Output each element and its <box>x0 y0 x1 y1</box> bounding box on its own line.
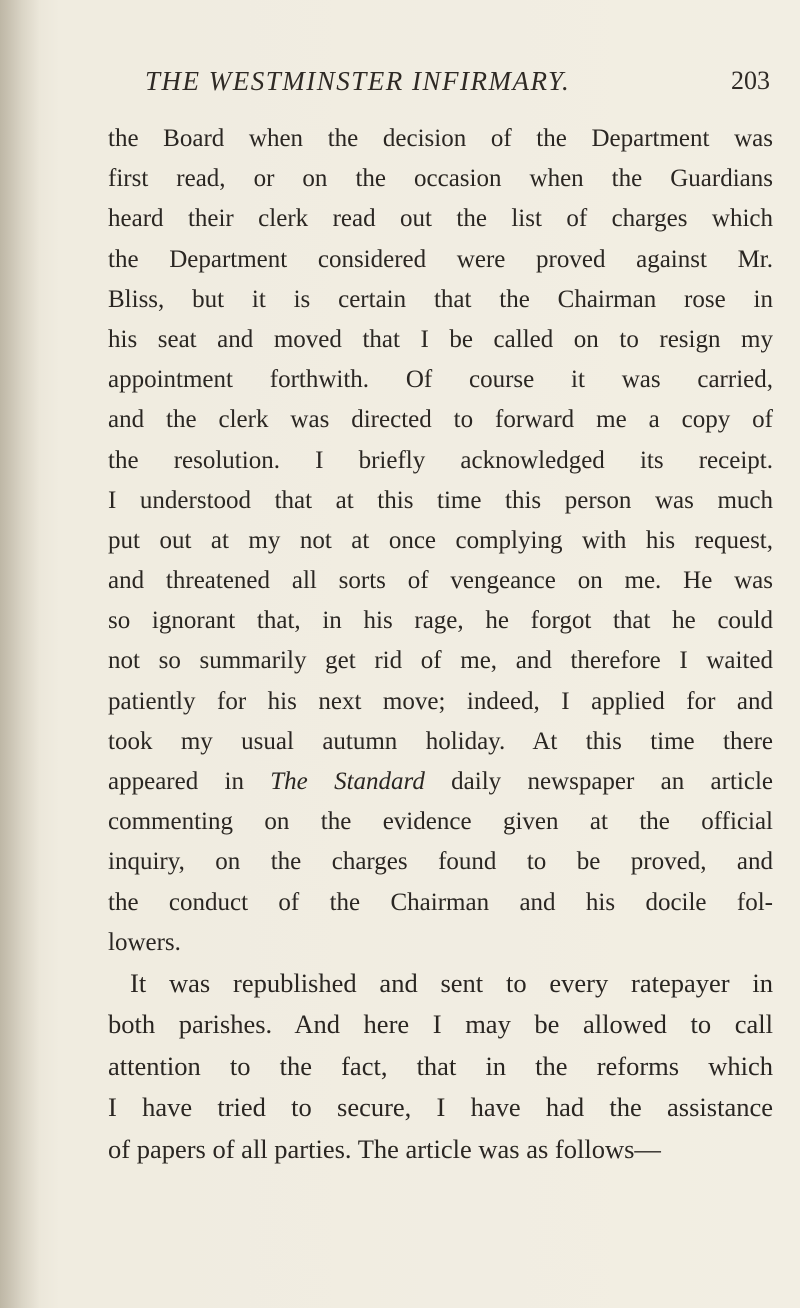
text-line: so ignorant that, in his rage, he forgot that he could <box>108 607 773 635</box>
page-number: 203 <box>731 66 770 95</box>
text-line: first read, or on the occasion when the Guardians <box>108 165 773 193</box>
text-line: Bliss, but it is certain that the Chairman rose in <box>108 285 773 313</box>
paragraph-1 <box>108 119 773 963</box>
text-fragment: daily newspaper an article <box>424 768 774 795</box>
text-line: and threatened all sorts of vengeance on me. He was <box>108 567 773 595</box>
body-text <box>108 119 773 1170</box>
text-line: the Board when the decision of the Department was <box>108 125 773 152</box>
paragraph-2 <box>108 963 773 1171</box>
text-line: heard their clerk read out the list of charges which <box>108 205 773 233</box>
newspaper-title: The Standard <box>270 768 425 795</box>
text-line: It was republished and sent to every ratepayer in <box>130 967 773 998</box>
text-line: the Department considered were proved against Mr. <box>108 245 773 273</box>
text-line: took my usual autumn holiday. At this time there <box>108 727 773 755</box>
text-fragment: appeared in <box>108 768 271 795</box>
text-line: his seat and moved that I be called on to resign my <box>108 325 773 353</box>
text-line: I understood that at this time this person was much <box>108 486 773 514</box>
text-line: put out at my not at once complying with his request, <box>108 526 773 554</box>
running-title: THE WESTMINSTER INFIRMARY. <box>145 66 571 96</box>
running-head <box>145 66 770 102</box>
text-line: attention to the fact, that in the reforms which <box>108 1050 773 1081</box>
text-line: lowers. <box>108 928 181 956</box>
text-line: not so summarily get rid of me, and therefore I waited <box>108 647 773 675</box>
text-line: of papers of all parties. The article was as follows— <box>108 1133 661 1164</box>
text-line: appointment forthwith. Of course it was carried, <box>108 366 773 394</box>
text-line: and the clerk was directed to forward me a copy of <box>108 406 773 434</box>
text-line: I have tried to secure, I have had the assistance <box>108 1092 773 1123</box>
text-line: inquiry, on the charges found to be proved, and <box>108 848 773 876</box>
text-line: patiently for his next move; indeed, I applied for and <box>108 687 773 715</box>
text-line: the conduct of the Chairman and his docile fol- <box>108 888 773 916</box>
text-line: both parishes. And here I may be allowed to call <box>108 1009 773 1040</box>
text-line: commenting on the evidence given at the official <box>108 808 773 836</box>
binding-shadow <box>0 0 40 1308</box>
text-line: the resolution. I briefly acknowledged its receipt. <box>108 446 773 474</box>
text-line-with-italic-title <box>108 762 773 802</box>
